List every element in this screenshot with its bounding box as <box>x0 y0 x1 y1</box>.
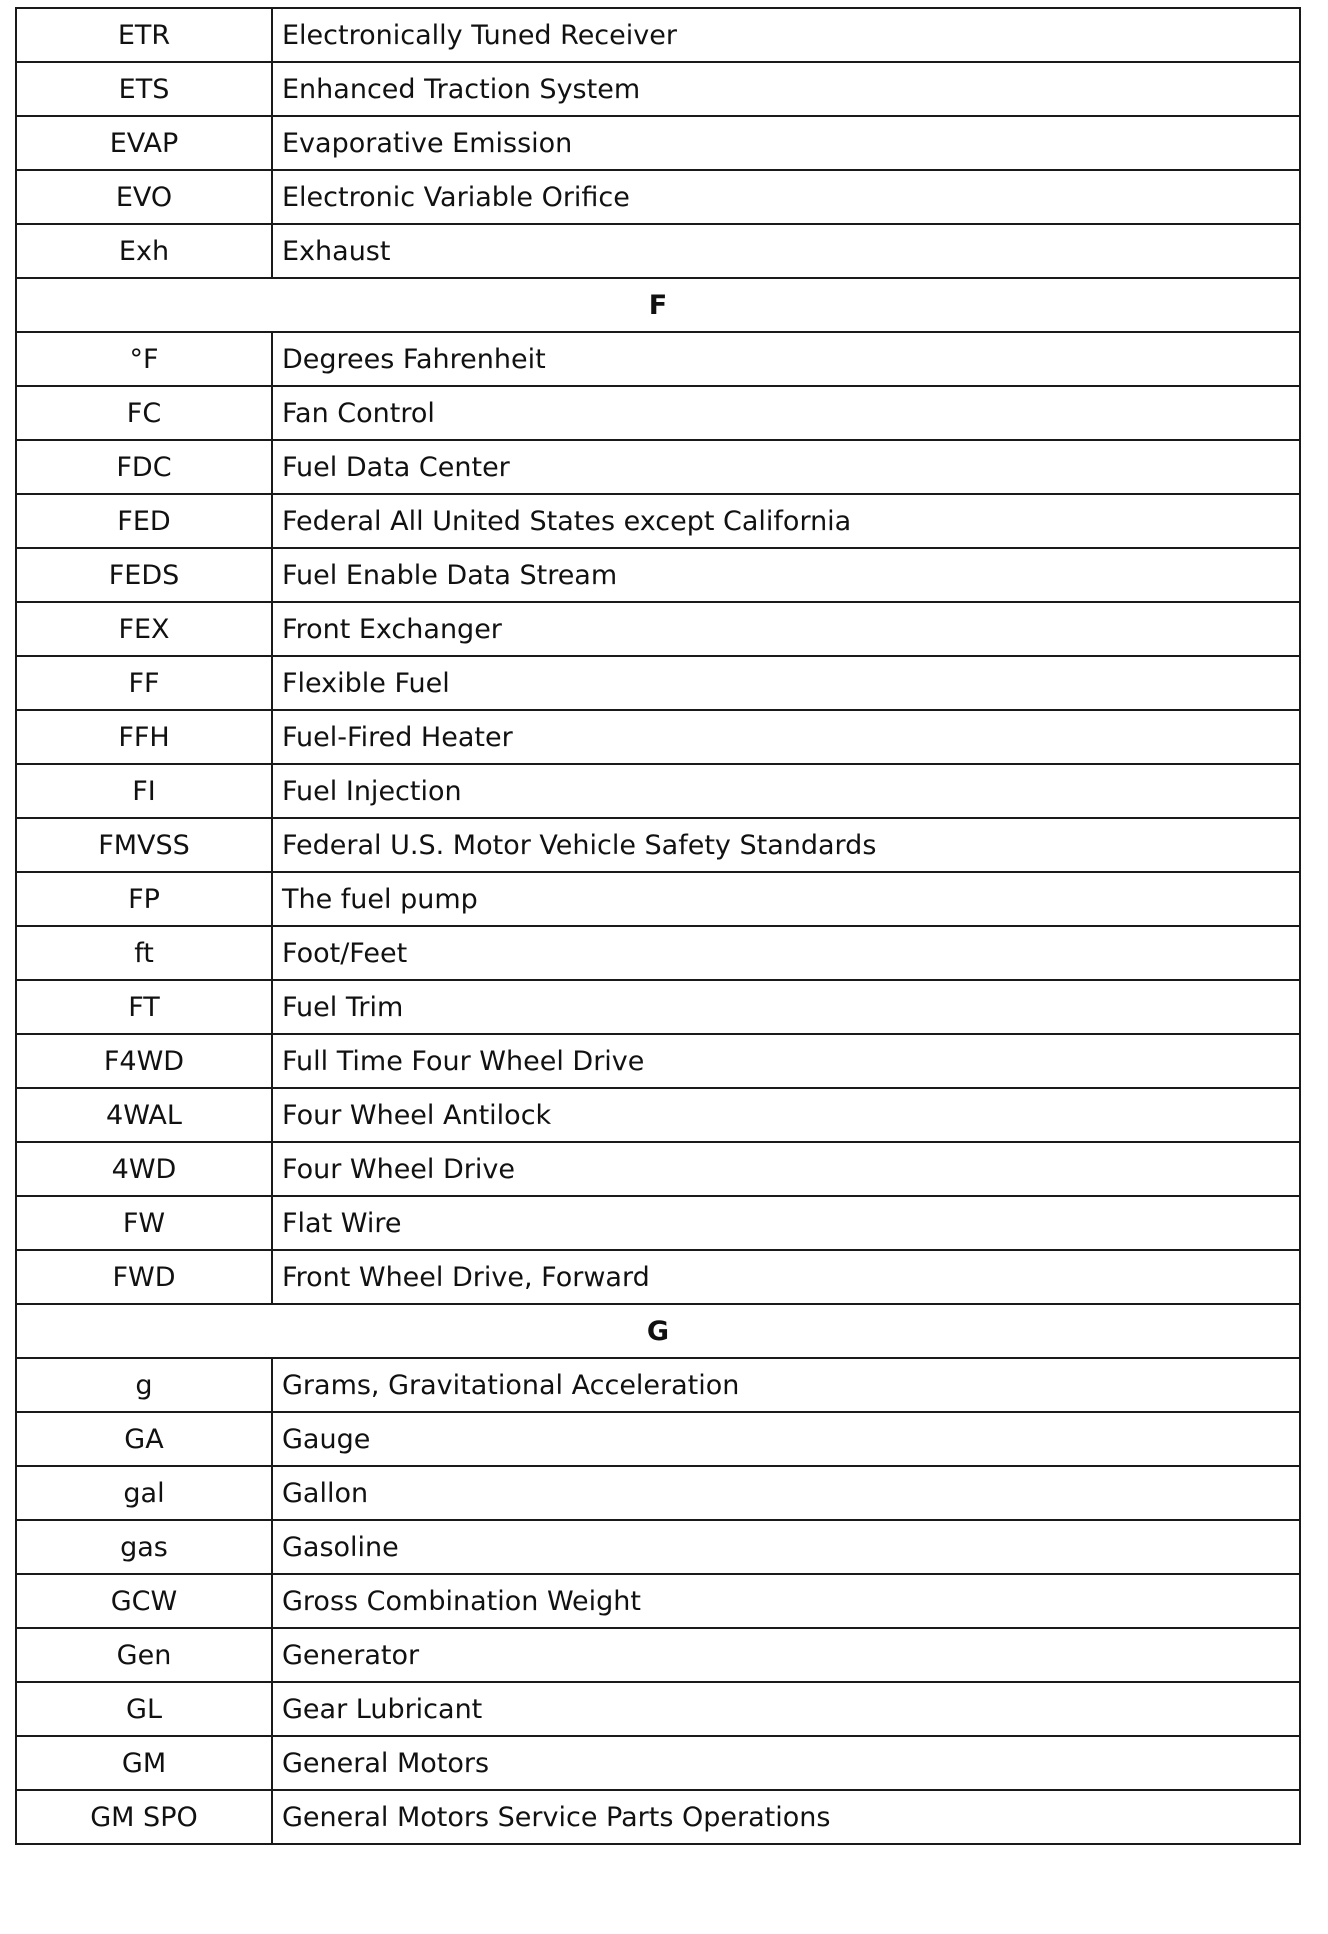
abbreviation-cell: °F <box>16 332 272 386</box>
definition-cell: Enhanced Traction System <box>272 62 1300 116</box>
abbreviations-table-body <box>16 8 1300 1844</box>
abbreviation-cell: ft <box>16 926 272 980</box>
table-row <box>16 1736 1300 1790</box>
abbreviation-cell: F4WD <box>16 1034 272 1088</box>
abbreviation-cell: 4WAL <box>16 1088 272 1142</box>
definition-cell: Generator <box>272 1628 1300 1682</box>
abbreviation-cell: GA <box>16 1412 272 1466</box>
abbreviation-cell: GL <box>16 1682 272 1736</box>
abbreviation-cell: FEX <box>16 602 272 656</box>
abbreviation-cell: FDC <box>16 440 272 494</box>
table-row <box>16 1520 1300 1574</box>
abbreviation-cell: FEDS <box>16 548 272 602</box>
definition-cell: Flat Wire <box>272 1196 1300 1250</box>
abbreviation-cell: FT <box>16 980 272 1034</box>
section-letter: G <box>16 1304 1300 1358</box>
table-row <box>16 170 1300 224</box>
definition-cell: General Motors <box>272 1736 1300 1790</box>
section-header-row <box>16 278 1300 332</box>
abbreviation-cell: Exh <box>16 224 272 278</box>
table-row <box>16 548 1300 602</box>
table-row <box>16 602 1300 656</box>
table-row <box>16 440 1300 494</box>
table-row <box>16 1196 1300 1250</box>
table-row <box>16 872 1300 926</box>
definition-cell: Full Time Four Wheel Drive <box>272 1034 1300 1088</box>
definition-cell: Exhaust <box>272 224 1300 278</box>
definition-cell: Foot/Feet <box>272 926 1300 980</box>
definition-cell: Gallon <box>272 1466 1300 1520</box>
abbreviation-cell: ETS <box>16 62 272 116</box>
definition-cell: Electronically Tuned Receiver <box>272 8 1300 62</box>
abbreviation-cell: FP <box>16 872 272 926</box>
table-row <box>16 656 1300 710</box>
definition-cell: Federal U.S. Motor Vehicle Safety Standards <box>272 818 1300 872</box>
abbreviation-cell: GCW <box>16 1574 272 1628</box>
abbreviation-cell: GM <box>16 1736 272 1790</box>
definition-cell: Gear Lubricant <box>272 1682 1300 1736</box>
abbreviation-cell: FFH <box>16 710 272 764</box>
table-row <box>16 116 1300 170</box>
definition-cell: Gasoline <box>272 1520 1300 1574</box>
definition-cell: Four Wheel Drive <box>272 1142 1300 1196</box>
table-row <box>16 332 1300 386</box>
table-row <box>16 1142 1300 1196</box>
abbreviation-cell: Gen <box>16 1628 272 1682</box>
definition-cell: Fuel Trim <box>272 980 1300 1034</box>
abbreviation-cell: GM SPO <box>16 1790 272 1844</box>
definition-cell: Grams, Gravitational Acceleration <box>272 1358 1300 1412</box>
abbreviation-cell: g <box>16 1358 272 1412</box>
abbreviation-cell: FI <box>16 764 272 818</box>
definition-cell: Gauge <box>272 1412 1300 1466</box>
abbreviation-cell: FWD <box>16 1250 272 1304</box>
table-row <box>16 1088 1300 1142</box>
definition-cell: Fuel Injection <box>272 764 1300 818</box>
definition-cell: The fuel pump <box>272 872 1300 926</box>
definition-cell: Fuel-Fired Heater <box>272 710 1300 764</box>
abbreviation-cell: gal <box>16 1466 272 1520</box>
abbreviation-cell: EVAP <box>16 116 272 170</box>
table-row <box>16 8 1300 62</box>
table-row <box>16 386 1300 440</box>
section-header-row <box>16 1304 1300 1358</box>
definition-cell: Fuel Data Center <box>272 440 1300 494</box>
abbreviation-cell: EVO <box>16 170 272 224</box>
table-row <box>16 224 1300 278</box>
definition-cell: Degrees Fahrenheit <box>272 332 1300 386</box>
table-row <box>16 1466 1300 1520</box>
table-row <box>16 818 1300 872</box>
definition-cell: Fan Control <box>272 386 1300 440</box>
definition-cell: Fuel Enable Data Stream <box>272 548 1300 602</box>
table-row <box>16 1034 1300 1088</box>
definition-cell: Gross Combination Weight <box>272 1574 1300 1628</box>
table-row <box>16 926 1300 980</box>
table-row <box>16 1628 1300 1682</box>
table-row <box>16 494 1300 548</box>
table-row <box>16 1790 1300 1844</box>
definition-cell: General Motors Service Parts Operations <box>272 1790 1300 1844</box>
abbreviation-cell: gas <box>16 1520 272 1574</box>
abbreviation-cell: FMVSS <box>16 818 272 872</box>
definition-cell: Flexible Fuel <box>272 656 1300 710</box>
table-row <box>16 710 1300 764</box>
definition-cell: Electronic Variable Orifice <box>272 170 1300 224</box>
table-row <box>16 1358 1300 1412</box>
abbreviation-cell: 4WD <box>16 1142 272 1196</box>
abbreviation-cell: FED <box>16 494 272 548</box>
table-row <box>16 980 1300 1034</box>
definition-cell: Evaporative Emission <box>272 116 1300 170</box>
table-row <box>16 764 1300 818</box>
abbreviation-cell: FW <box>16 1196 272 1250</box>
table-row <box>16 1250 1300 1304</box>
table-row <box>16 1574 1300 1628</box>
abbreviation-cell: ETR <box>16 8 272 62</box>
definition-cell: Front Exchanger <box>272 602 1300 656</box>
section-letter: F <box>16 278 1300 332</box>
table-row <box>16 1682 1300 1736</box>
abbreviations-table <box>15 7 1301 1845</box>
table-row <box>16 62 1300 116</box>
definition-cell: Front Wheel Drive, Forward <box>272 1250 1300 1304</box>
abbreviation-cell: FC <box>16 386 272 440</box>
definition-cell: Federal All United States except California <box>272 494 1300 548</box>
table-row <box>16 1412 1300 1466</box>
definition-cell: Four Wheel Antilock <box>272 1088 1300 1142</box>
abbreviation-cell: FF <box>16 656 272 710</box>
